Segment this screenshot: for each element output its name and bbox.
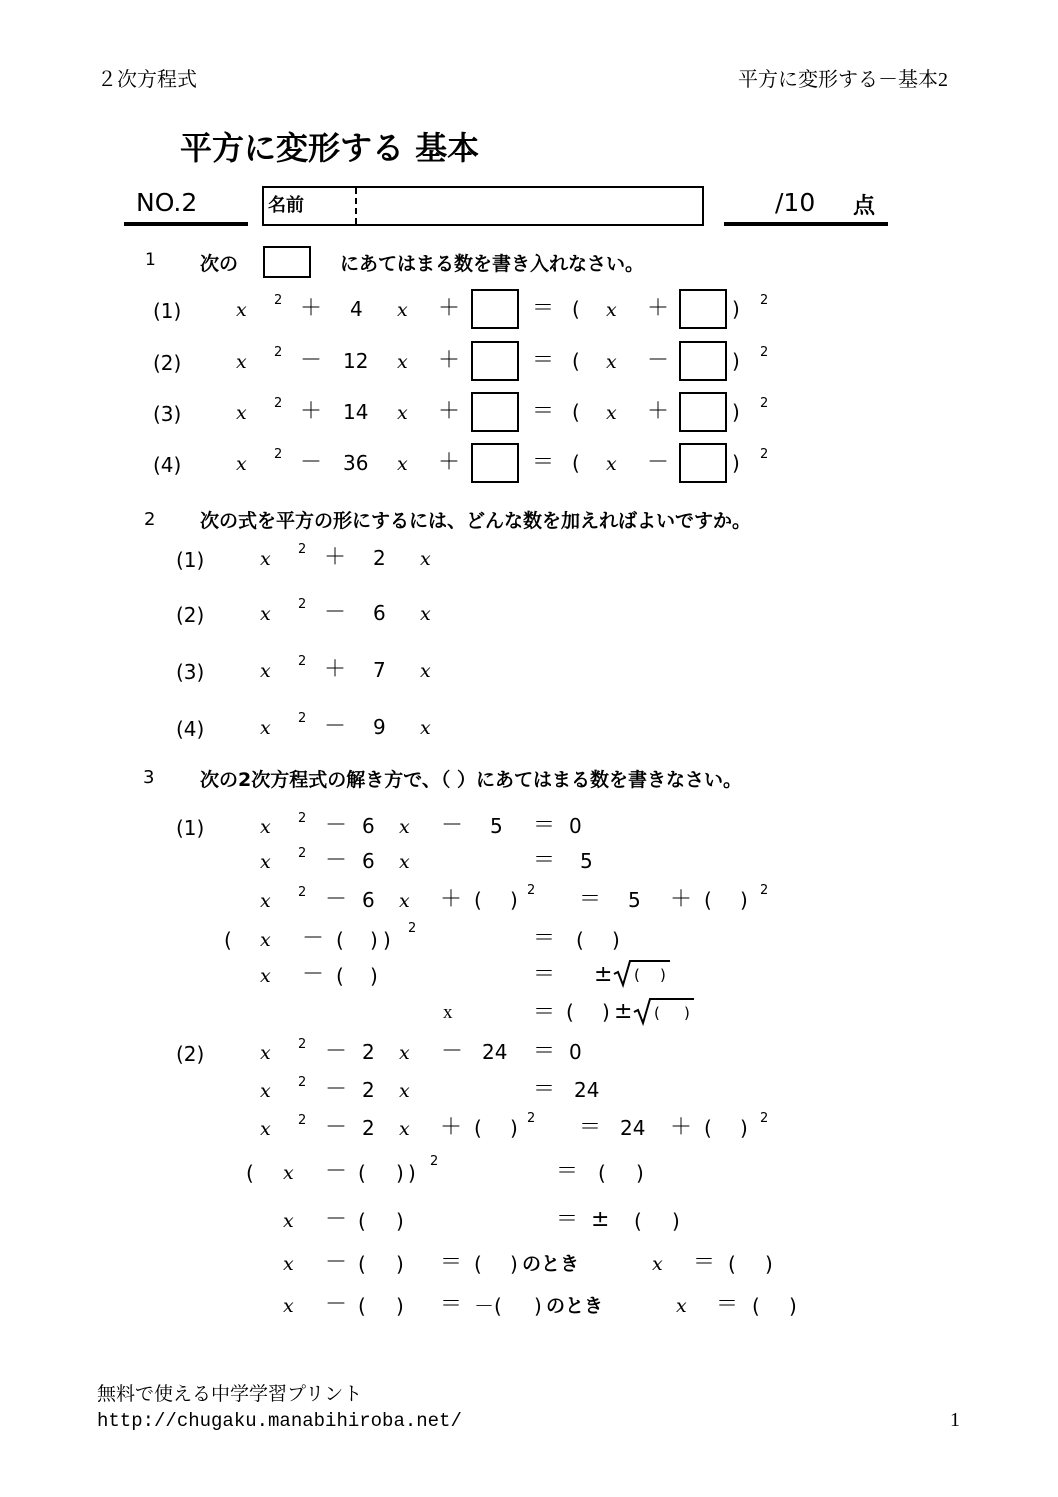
operator: － (325, 1250, 348, 1275)
x-var: x (283, 1253, 294, 1275)
q3-number: 3 (143, 767, 155, 788)
coefficient: 6 (362, 814, 375, 838)
x-var: x (260, 548, 271, 570)
equals-sign: ＝ (440, 1250, 463, 1275)
x-var: x (283, 1210, 294, 1232)
equals-sign: ＝ (716, 1292, 739, 1317)
x-var: x (399, 1080, 410, 1102)
blank-open: ( (358, 1209, 366, 1233)
constant: 24 (482, 1040, 508, 1064)
plus-sign: ＋ (438, 450, 461, 475)
operator: － (325, 1292, 348, 1317)
operator: － (325, 1039, 348, 1064)
right-paren: ) (383, 928, 391, 952)
blank-open: ( (474, 888, 482, 912)
blank-open: ( (474, 1252, 482, 1276)
q2-item-label: (3) (176, 660, 205, 684)
exponent: 2 (298, 1075, 307, 1090)
blank-close: ) (370, 928, 378, 952)
blank-open: ( (576, 928, 584, 952)
blank-close: ) (510, 888, 518, 912)
coefficient: 12 (343, 349, 369, 373)
x-var: x (399, 1118, 410, 1140)
exponent: 2 (298, 811, 307, 826)
footer-site-name: 無料で使える中学学習プリント (97, 1384, 363, 1405)
q1-number: 1 (145, 250, 156, 270)
x-var: x (397, 453, 408, 475)
coefficient: 6 (362, 849, 375, 873)
q3-part-label: (2) (176, 1042, 205, 1066)
blank-close: ) (396, 1209, 404, 1233)
exponent: 2 (760, 1111, 769, 1126)
blank-open: ( (474, 1116, 482, 1140)
zero: 0 (569, 1040, 582, 1064)
exponent: 2 (760, 447, 769, 462)
q2-item-label: (1) (176, 548, 205, 572)
exponent: 2 (527, 883, 536, 898)
exponent: 2 (408, 921, 417, 936)
sheet-number-underline (124, 222, 248, 226)
blank-open: ( (566, 1000, 574, 1024)
q1-instruction-box (263, 246, 311, 278)
x-var: x (676, 1295, 687, 1317)
x-var: x (260, 603, 271, 625)
name-label: 名前 (268, 195, 304, 216)
operator: ＋ (324, 657, 347, 682)
x-var: x (236, 299, 247, 321)
equals-sign: ＝ (532, 450, 555, 475)
plus-sign: ＋ (440, 1115, 463, 1140)
coefficient: 7 (373, 658, 386, 682)
blank-open: ( (336, 964, 344, 988)
exponent: 2 (298, 711, 307, 726)
coefficient: 2 (362, 1040, 375, 1064)
left-paren: ( (224, 928, 232, 952)
operator: － (325, 848, 348, 873)
coefficient: 2 (373, 546, 386, 570)
equals-sign: ＝ (440, 1292, 463, 1317)
x-var: x (397, 351, 408, 373)
operator: － (302, 926, 325, 951)
coefficient: 4 (350, 297, 363, 321)
constant: 5 (628, 888, 641, 912)
operator: － (302, 962, 325, 987)
operator: － (441, 813, 464, 838)
equals-sign: ＝ (533, 1077, 556, 1102)
plus-minus: ± (614, 999, 633, 1024)
x-var: x (443, 1002, 453, 1023)
equals-sign: ＝ (579, 1115, 602, 1140)
footer-url[interactable]: http://chugaku.manabihiroba.net/ (97, 1410, 462, 1432)
x-var: x (260, 1118, 271, 1140)
operator: － (325, 813, 348, 838)
operator: － (441, 1039, 464, 1064)
x-var: x (399, 816, 410, 838)
constant: 5 (580, 849, 593, 873)
plus-sign: ＋ (670, 887, 693, 912)
blank-close: ) (602, 1000, 610, 1024)
sqrt-icon (632, 996, 696, 1026)
plus-minus: ± (591, 1207, 610, 1232)
score-underline (724, 222, 888, 226)
right-paren: ) (732, 349, 740, 373)
blank-close: ) (765, 1252, 773, 1276)
coefficient: 36 (343, 451, 369, 475)
sqrt-blank-close: ) (684, 1004, 690, 1022)
x-var: x (399, 1042, 410, 1064)
page-title: 平方に変形する 基本 (180, 129, 480, 167)
q1-instruction-pre: 次の (200, 253, 239, 275)
q1-instruction-post: にあてはまる数を書き入れなさい。 (340, 253, 645, 275)
exponent: 2 (760, 396, 769, 411)
exponent: 2 (298, 597, 307, 612)
equals-sign: ＝ (533, 926, 556, 951)
exponent: 2 (430, 1154, 439, 1169)
answer-box[interactable] (471, 392, 519, 432)
x-var: x (260, 890, 271, 912)
x-var: x (420, 717, 431, 739)
exponent: 2 (298, 885, 307, 900)
blank-close: ) (789, 1294, 797, 1318)
x-var: x (420, 660, 431, 682)
blank-close: ) (510, 1252, 518, 1276)
exponent: 2 (760, 293, 769, 308)
answer-box[interactable] (471, 443, 519, 483)
blank-open: ( (358, 1252, 366, 1276)
q2-item-label: (4) (176, 717, 205, 741)
answer-box[interactable] (471, 289, 519, 329)
blank-open: ( (704, 1116, 712, 1140)
plus-sign: ＋ (438, 296, 461, 321)
operator: － (300, 348, 323, 373)
equals-sign: ＝ (556, 1207, 579, 1232)
exponent: 2 (760, 883, 769, 898)
operator: ＋ (647, 399, 670, 424)
blank-close: ) (672, 1209, 680, 1233)
score-unit: 点 (853, 194, 876, 219)
x-var: x (606, 453, 617, 475)
coefficient: 6 (373, 601, 386, 625)
left-paren: ( (572, 297, 580, 321)
blank-open: ( (598, 1161, 606, 1185)
left-paren: ( (572, 349, 580, 373)
answer-box[interactable] (679, 289, 727, 329)
operator: ＋ (300, 296, 323, 321)
when-label: のとき (522, 1253, 580, 1275)
exponent: 2 (298, 1037, 307, 1052)
exponent: 2 (760, 345, 769, 360)
score-total: /10 (775, 188, 816, 217)
x-var: x (260, 851, 271, 873)
right-paren: ) (732, 451, 740, 475)
equals-sign: ＝ (533, 1039, 556, 1064)
blank-close: ) (396, 1294, 404, 1318)
blank-open: ( (728, 1252, 736, 1276)
answer-box[interactable] (471, 341, 519, 381)
coefficient: 2 (362, 1116, 375, 1140)
blank-open: ( (336, 928, 344, 952)
plus-minus: ± (594, 962, 613, 987)
operator: － (324, 714, 347, 739)
equals-sign: ＝ (693, 1250, 716, 1275)
x-var: x (236, 351, 247, 373)
x-var: x (260, 1080, 271, 1102)
q1-item-label: (4) (153, 453, 182, 477)
x-var: x (283, 1295, 294, 1317)
q2-item-label: (2) (176, 603, 205, 627)
right-paren: ) (408, 1161, 416, 1185)
x-var: x (397, 299, 408, 321)
operator: － (325, 887, 348, 912)
plus-sign: ＋ (438, 399, 461, 424)
operator: － (647, 348, 670, 373)
coefficient: 14 (343, 400, 369, 424)
sheet-number: NO.2 (136, 188, 198, 217)
x-var: x (260, 1042, 271, 1064)
q3-part-label: (1) (176, 816, 205, 840)
operator: － (324, 600, 347, 625)
operator: ＋ (300, 399, 323, 424)
coefficient: 6 (362, 888, 375, 912)
equals-sign: ＝ (532, 296, 555, 321)
name-divider (355, 188, 357, 224)
equals-sign: ＝ (556, 1159, 579, 1184)
q1-item-label: (3) (153, 402, 182, 426)
blank-close: ) (740, 1116, 748, 1140)
answer-box[interactable] (679, 392, 727, 432)
exponent: 2 (274, 345, 283, 360)
operator: － (325, 1207, 348, 1232)
operator: － (325, 1159, 348, 1184)
blank-open: ( (634, 1209, 642, 1233)
x-var: x (606, 351, 617, 373)
equals-sign: ＝ (533, 962, 556, 987)
equals-sign: ＝ (532, 399, 555, 424)
exponent: 2 (274, 396, 283, 411)
blank-open: ( (358, 1161, 366, 1185)
x-var: x (652, 1253, 663, 1275)
x-var: x (606, 299, 617, 321)
zero: 0 (569, 814, 582, 838)
equals-sign: ＝ (533, 813, 556, 838)
right-paren: ) (732, 400, 740, 424)
blank-close: ) (740, 888, 748, 912)
left-paren: ( (246, 1161, 254, 1185)
right-paren: ) (732, 297, 740, 321)
x-var: x (606, 402, 617, 424)
equals-sign: ＝ (579, 887, 602, 912)
blank-open: ( (704, 888, 712, 912)
blank-close: ) (534, 1294, 542, 1318)
negative-blank-open: －( (474, 1294, 502, 1318)
equals-sign: ＝ (532, 348, 555, 373)
plus-sign: ＋ (670, 1115, 693, 1140)
header-left: ２次方程式 (97, 69, 197, 91)
exponent: 2 (274, 447, 283, 462)
x-var: x (260, 660, 271, 682)
operator: － (325, 1077, 348, 1102)
exponent: 2 (298, 1113, 307, 1128)
constant: 24 (574, 1078, 600, 1102)
x-var: x (236, 402, 247, 424)
header-right: 平方に変形する－基本2 (738, 69, 948, 91)
x-var: x (260, 929, 271, 951)
blank-open: ( (752, 1294, 760, 1318)
blank-close: ) (396, 1252, 404, 1276)
blank-close: ) (612, 928, 620, 952)
plus-sign: ＋ (438, 348, 461, 373)
blank-close: ) (370, 964, 378, 988)
x-var: x (260, 816, 271, 838)
x-var: x (236, 453, 247, 475)
exponent: 2 (298, 846, 307, 861)
left-paren: ( (572, 400, 580, 424)
x-var: x (283, 1162, 294, 1184)
page-number: 1 (950, 1409, 960, 1431)
operator: ＋ (324, 545, 347, 570)
sqrt-icon (612, 958, 672, 988)
q2-number: 2 (144, 509, 156, 530)
x-var: x (399, 851, 410, 873)
blank-open: ( (358, 1294, 366, 1318)
operator: ＋ (647, 296, 670, 321)
exponent: 2 (298, 542, 307, 557)
plus-sign: ＋ (440, 887, 463, 912)
constant: 24 (620, 1116, 646, 1140)
blank-close: ) (510, 1116, 518, 1140)
sqrt-blank-close: ) (660, 966, 666, 984)
x-var: x (260, 717, 271, 739)
answer-box[interactable] (679, 341, 727, 381)
q2-instruction: 次の式を平方の形にするには、どんな数を加えればよいですか。 (200, 510, 752, 532)
blank-close: ) (396, 1161, 404, 1185)
x-var: x (260, 965, 271, 987)
x-var: x (420, 548, 431, 570)
blank-close: ) (636, 1161, 644, 1185)
when-label: のとき (546, 1295, 604, 1317)
operator: － (647, 450, 670, 475)
x-var: x (397, 402, 408, 424)
x-var: x (399, 890, 410, 912)
q1-item-label: (1) (153, 299, 182, 323)
exponent: 2 (527, 1111, 536, 1126)
exponent: 2 (274, 293, 283, 308)
constant: 5 (490, 814, 503, 838)
q3-instruction: 次の2次方程式の解き方で、（ ）にあてはまる数を書きなさい。 (200, 769, 742, 791)
sqrt-blank-open: ( (634, 966, 640, 984)
operator: － (325, 1115, 348, 1140)
q1-item-label: (2) (153, 351, 182, 375)
equals-sign: ＝ (533, 848, 556, 873)
coefficient: 9 (373, 715, 386, 739)
x-var: x (420, 603, 431, 625)
left-paren: ( (572, 451, 580, 475)
equals-sign: ＝ (533, 1000, 556, 1025)
answer-box[interactable] (679, 443, 727, 483)
name-field[interactable] (262, 186, 704, 226)
sqrt-blank-open: ( (654, 1004, 660, 1022)
operator: － (300, 450, 323, 475)
coefficient: 2 (362, 1078, 375, 1102)
exponent: 2 (298, 654, 307, 669)
